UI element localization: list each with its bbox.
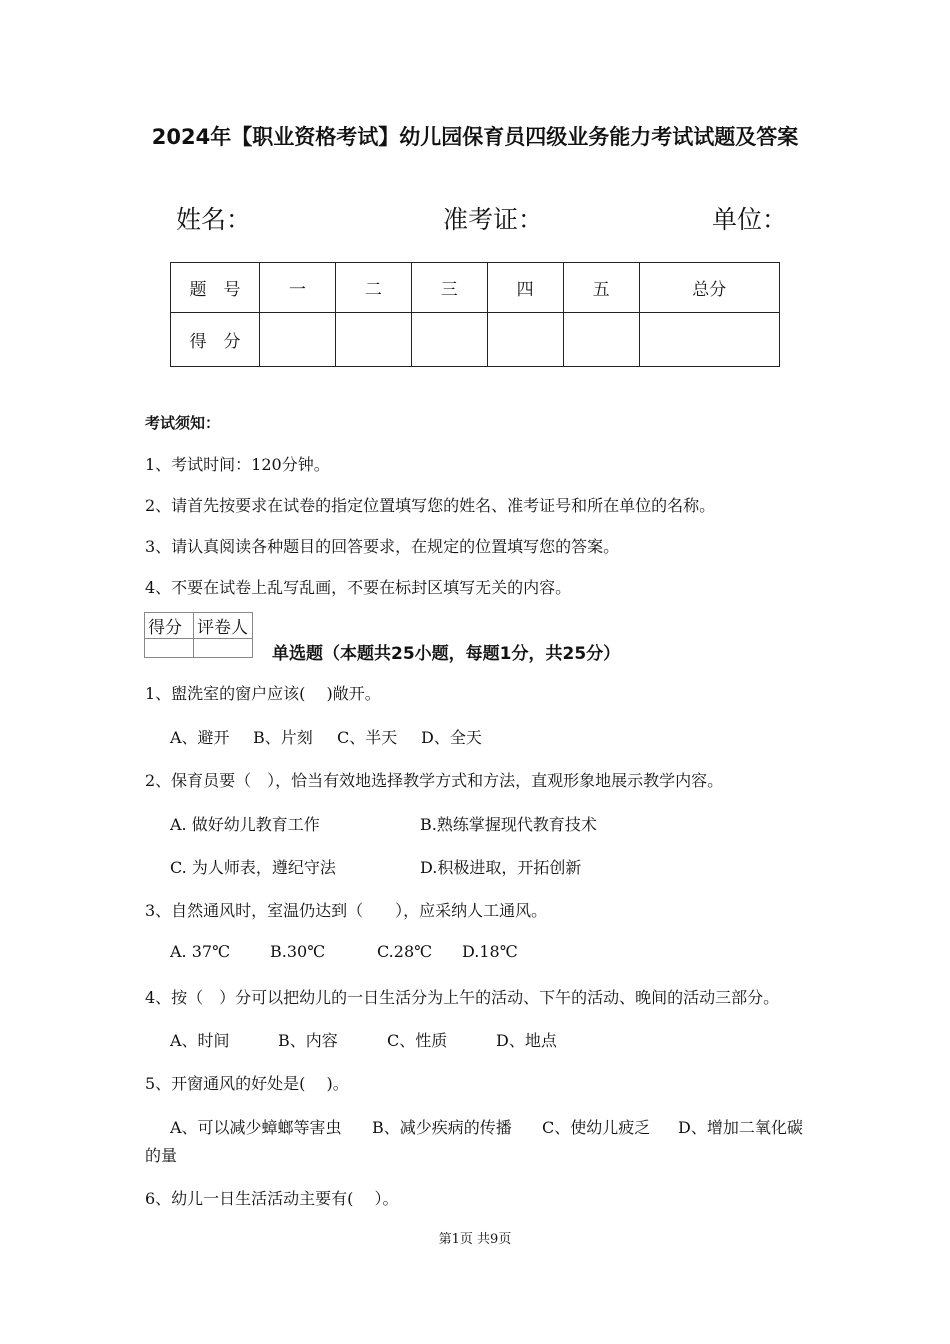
score-table-cell: 题 号 — [171, 263, 260, 313]
notice-item: 2、请首先按要求在试卷的指定位置填写您的姓名、准考证号和所在单位的名称。 — [145, 496, 716, 515]
score-table-cell: 总分 — [639, 263, 779, 313]
option-5d-continuation: 的量 — [145, 1146, 178, 1165]
score-table-cell: 二 — [335, 263, 411, 313]
option-4d[interactable]: D、地点 — [496, 1031, 557, 1050]
score-table-cell: 一 — [260, 263, 336, 313]
option-3d[interactable]: D.18℃ — [462, 942, 518, 961]
score-input-cell[interactable] — [639, 313, 779, 367]
question-5: 5、开窗通风的好处是( )。 — [145, 1074, 349, 1093]
option-3b[interactable]: B.30℃ — [270, 942, 326, 961]
question-4: 4、按（ ）分可以把幼儿的一日生活分为上午的活动、下午的活动、晚间的活动三部分。 — [145, 988, 780, 1007]
grader-score-input[interactable] — [145, 639, 194, 658]
score-input-cell[interactable] — [411, 313, 487, 367]
unit-field-label: 单位： — [712, 205, 788, 234]
grader-name-input[interactable] — [194, 639, 253, 658]
notice-heading: 考试须知： — [145, 414, 221, 432]
option-1a[interactable]: A、避开 — [170, 728, 230, 747]
score-table-cell: 五 — [563, 263, 639, 313]
option-5a[interactable]: A、可以减少蟑螂等害虫 — [170, 1118, 342, 1137]
option-5c[interactable]: C、使幼儿疲乏 — [542, 1118, 651, 1137]
page-title: 2024年【职业资格考试】幼儿园保育员四级业务能力考试试题及答案 — [151, 125, 799, 149]
grader-name-label: 评卷人 — [194, 613, 253, 639]
notice-item: 3、请认真阅读各种题目的回答要求，在规定的位置填写您的答案。 — [145, 537, 620, 556]
option-4c[interactable]: C、性质 — [387, 1031, 448, 1050]
section-title: 单选题（本题共25小题，每题1分，共25分） — [272, 644, 621, 664]
notice-item: 1、考试时间：120分钟。 — [145, 455, 330, 474]
score-table-cell: 三 — [411, 263, 487, 313]
name-field-label: 姓名： — [176, 205, 252, 234]
option-2a[interactable]: A. 做好幼儿教育工作 — [170, 815, 320, 834]
option-4a[interactable]: A、时间 — [170, 1031, 230, 1050]
score-input-cell[interactable] — [260, 313, 336, 367]
question-3: 3、自然通风时，室温仍达到（ ），应采纳人工通风。 — [145, 901, 548, 920]
option-3c[interactable]: C.28℃ — [377, 942, 433, 961]
question-2: 2、保育员要（ ），恰当有效地选择教学方式和方法，直观形象地展示教学内容。 — [145, 771, 724, 790]
option-5b[interactable]: B、减少疾病的传播 — [372, 1118, 512, 1137]
option-5d[interactable]: D、增加二氧化碳 — [678, 1118, 803, 1137]
page-footer: 第1页 共9页 — [438, 1232, 512, 1247]
question-6: 6、幼儿一日生活活动主要有( ）。 — [145, 1189, 399, 1208]
grader-box — [144, 612, 253, 658]
score-table-cell: 四 — [487, 263, 563, 313]
notice-item: 4、不要在试卷上乱写乱画，不要在标封区填写无关的内容。 — [145, 578, 572, 597]
option-1d[interactable]: D、全天 — [421, 728, 482, 747]
exam-number-field-label: 准考证： — [443, 205, 544, 234]
option-1c[interactable]: C、半天 — [337, 728, 398, 747]
score-input-cell[interactable] — [563, 313, 639, 367]
option-4b[interactable]: B、内容 — [278, 1031, 338, 1050]
option-2b[interactable]: B.熟练掌握现代教育技术 — [420, 815, 597, 834]
score-table-header-row — [171, 263, 780, 313]
question-1: 1、盥洗室的窗户应该( )敞开。 — [145, 684, 381, 703]
score-input-cell[interactable] — [487, 313, 563, 367]
option-3a[interactable]: A. 37℃ — [170, 942, 230, 961]
score-table-score-row — [171, 313, 780, 367]
grader-score-label: 得分 — [145, 613, 194, 639]
option-1b[interactable]: B、片刻 — [253, 728, 313, 747]
score-table — [170, 262, 780, 367]
option-2c[interactable]: C. 为人师表，遵纪守法 — [170, 858, 336, 877]
score-table-cell: 得 分 — [171, 313, 260, 367]
score-input-cell[interactable] — [335, 313, 411, 367]
option-2d[interactable]: D.积极进取，开拓创新 — [420, 858, 582, 877]
